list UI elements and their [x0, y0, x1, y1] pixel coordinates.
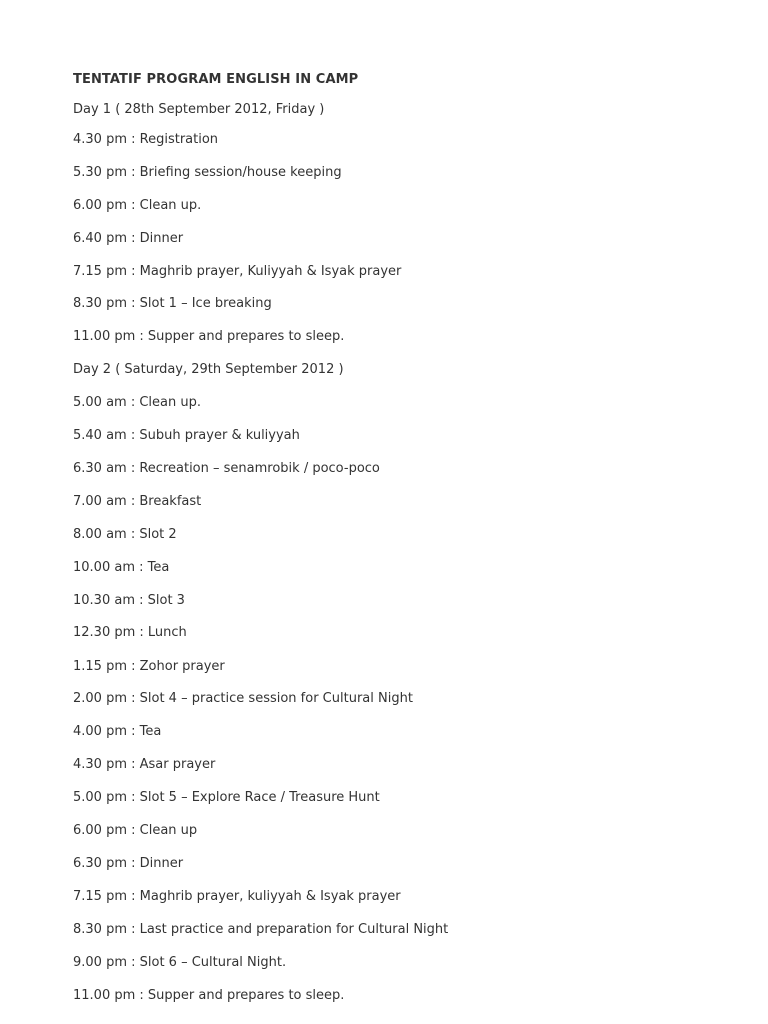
schedule-line: 7.00 am : Breakfast — [73, 494, 202, 509]
document-title: TENTATIF PROGRAM ENGLISH IN CAMP — [73, 72, 359, 87]
schedule-line: 12.30 pm : Lunch — [73, 625, 187, 640]
schedule-line: 4.00 pm : Tea — [73, 724, 162, 739]
schedule-line: 4.30 pm : Registration — [73, 132, 219, 147]
schedule-line: 7.15 pm : Maghrib prayer, Kuliyyah & Isyak prayer — [73, 264, 402, 279]
schedule-line: 5.00 am : Clean up. — [73, 395, 202, 410]
schedule-line: 10.30 am : Slot 3 — [73, 593, 185, 608]
schedule-line: 6.00 pm : Clean up. — [73, 198, 202, 213]
schedule-line: 4.30 pm : Asar prayer — [73, 757, 216, 772]
schedule-line: 11.00 pm : Supper and prepares to sleep. — [73, 329, 345, 344]
schedule-line: 7.15 pm : Maghrib prayer, kuliyyah & Isyak prayer — [73, 889, 401, 904]
schedule-line: 2.00 pm : Slot 4 – practice session for Cultural Night — [73, 691, 413, 706]
schedule-line: 8.00 am : Slot 2 — [73, 527, 177, 542]
schedule-line: 6.40 pm : Dinner — [73, 231, 184, 246]
schedule-line: 6.00 pm : Clean up — [73, 823, 198, 838]
schedule-line: 10.00 am : Tea — [73, 560, 170, 575]
schedule-line: 5.00 pm : Slot 5 – Explore Race / Treasure Hunt — [73, 790, 380, 805]
schedule-line: 8.30 pm : Slot 1 – Ice breaking — [73, 296, 272, 311]
schedule-line: 8.30 pm : Last practice and preparation for Cultural Night — [73, 922, 449, 937]
schedule-line: 6.30 pm : Dinner — [73, 856, 184, 871]
schedule-line: 5.40 am : Subuh prayer & kuliyyah — [73, 428, 300, 443]
schedule-line: 9.00 pm : Slot 6 – Cultural Night. — [73, 955, 287, 970]
day-heading: Day 1 ( 28th September 2012, Friday ) — [73, 102, 325, 117]
day-heading: Day 2 ( Saturday, 29th September 2012 ) — [73, 362, 344, 377]
schedule-line: 11.00 pm : Supper and prepares to sleep. — [73, 988, 345, 1003]
document-page — [73, 0, 753, 1024]
schedule-line: 6.30 am : Recreation – senamrobik / poco-poco — [73, 461, 380, 476]
schedule-line: 5.30 pm : Briefing session/house keeping — [73, 165, 342, 180]
schedule-line: 1.15 pm : Zohor prayer — [73, 659, 225, 674]
